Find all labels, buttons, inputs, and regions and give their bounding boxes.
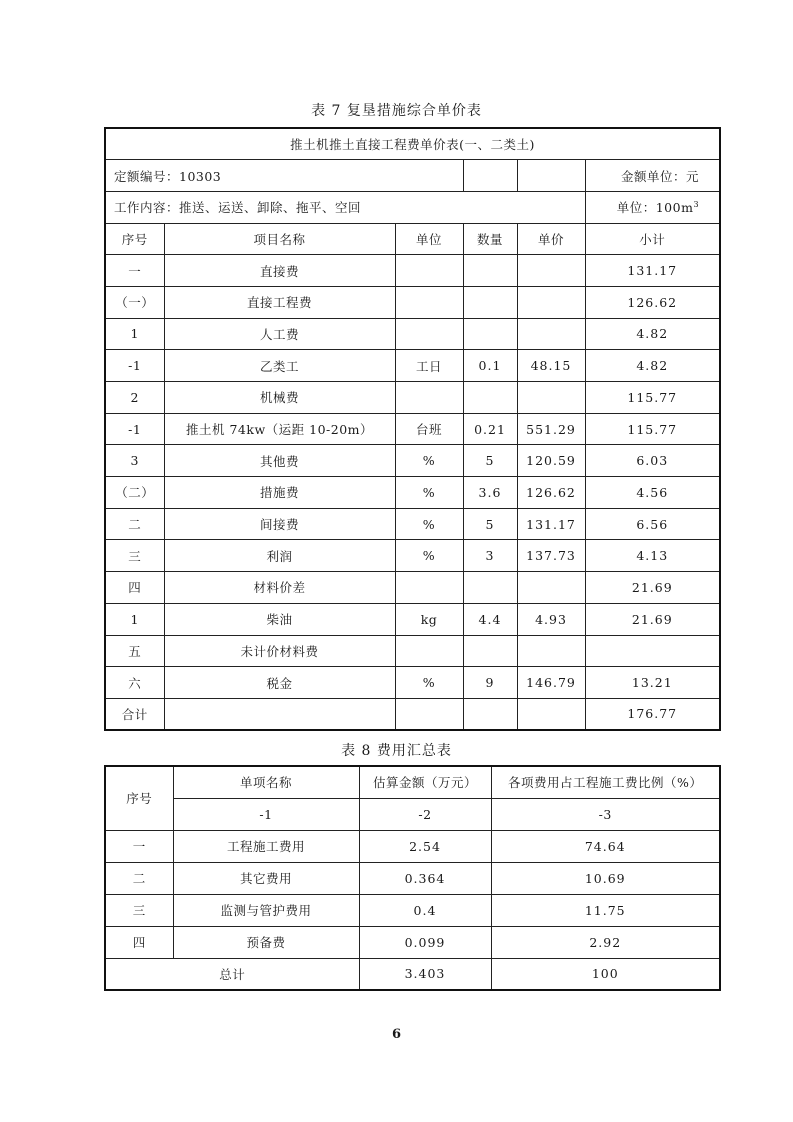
table-cell: 3 — [463, 540, 517, 572]
table-cell: 5 — [463, 445, 517, 477]
table-cell: 台班 — [395, 413, 463, 445]
table-cell: 税金 — [164, 667, 395, 699]
table-row — [105, 477, 720, 509]
table-cell: % — [395, 540, 463, 572]
table-cell: 人工费 — [164, 318, 395, 350]
empty-cell — [463, 698, 517, 730]
table-cell: 146.79 — [517, 667, 585, 699]
table-cell — [463, 318, 517, 350]
table-cell — [517, 635, 585, 667]
table-cell: 120.59 — [517, 445, 585, 477]
header-cell: 各项费用占工程施工费比例（%） — [491, 766, 720, 798]
table-cell — [517, 382, 585, 414]
subheader-cell: -3 — [491, 798, 720, 830]
table-cell: 工程施工费用 — [173, 830, 359, 862]
table-cell — [395, 382, 463, 414]
table-cell: 直接费 — [164, 255, 395, 287]
header-cell: 单项名称 — [173, 766, 359, 798]
table-row — [105, 862, 720, 894]
table-row — [105, 635, 720, 667]
table-cell: 6.03 — [585, 445, 720, 477]
table-cell: 115.77 — [585, 413, 720, 445]
table-cell: % — [395, 445, 463, 477]
header-cell: 项目名称 — [164, 223, 395, 255]
header-row — [105, 223, 720, 255]
table-cell — [463, 286, 517, 318]
empty-cell — [164, 698, 395, 730]
unit-label: 单位：$100m^3$ — [585, 191, 720, 223]
table-cell: 3.6 — [463, 477, 517, 509]
header-cell: 单位 — [395, 223, 463, 255]
total-row — [105, 698, 720, 730]
table-cell: 115.77 — [585, 382, 720, 414]
table-cell: 10.69 — [491, 862, 720, 894]
total-amount: 3.403 — [359, 958, 491, 990]
table-cell: -1 — [105, 413, 164, 445]
total-label: 总计 — [105, 958, 359, 990]
table-cell: 二 — [105, 862, 173, 894]
table-cell — [463, 635, 517, 667]
table-cell — [517, 255, 585, 287]
header-cell: 单价 — [517, 223, 585, 255]
table-cell: 6.56 — [585, 508, 720, 540]
table-cell: 一 — [105, 255, 164, 287]
table-cell — [395, 318, 463, 350]
table-row — [105, 603, 720, 635]
header-cell: 数量 — [463, 223, 517, 255]
table-cell: 48.15 — [517, 350, 585, 382]
table-cell — [395, 255, 463, 287]
table-row — [105, 318, 720, 350]
table-row — [105, 540, 720, 572]
table-cell: 4.82 — [585, 318, 720, 350]
table-cell: 4.4 — [463, 603, 517, 635]
table-cell: 3 — [105, 445, 164, 477]
table-cell: 11.75 — [491, 894, 720, 926]
empty-cell — [517, 160, 585, 192]
table-cell: 1 — [105, 603, 164, 635]
quota-row — [105, 160, 720, 192]
table-row — [105, 830, 720, 862]
table-cell — [517, 318, 585, 350]
table-cell: 一 — [105, 830, 173, 862]
table-cell: 五 — [105, 635, 164, 667]
table-row — [105, 255, 720, 287]
table-cell — [463, 255, 517, 287]
table-cell: 工日 — [395, 350, 463, 382]
table-cell: 措施费 — [164, 477, 395, 509]
table-cell — [585, 635, 720, 667]
table-cell: % — [395, 667, 463, 699]
table-cell — [517, 286, 585, 318]
table-cell: 74.64 — [491, 830, 720, 862]
work-content: 工作内容：推送、运送、卸除、拖平、空回 — [105, 191, 585, 223]
table-title-row — [105, 128, 720, 160]
header-row — [105, 766, 720, 798]
table-cell: 1 — [105, 318, 164, 350]
table-cell: 21.69 — [585, 572, 720, 604]
table-cell: 4.56 — [585, 477, 720, 509]
table-cell — [463, 572, 517, 604]
table-cell: 直接工程费 — [164, 286, 395, 318]
table-cell: 未计价材料费 — [164, 635, 395, 667]
table-cell: 2.92 — [491, 926, 720, 958]
table-cell: 六 — [105, 667, 164, 699]
table-cell: （二） — [105, 477, 164, 509]
table-row — [105, 445, 720, 477]
table-cell: 551.29 — [517, 413, 585, 445]
table-cell — [395, 572, 463, 604]
table-cell: 二 — [105, 508, 164, 540]
table-cell: 推土机 74kw（运距 10-20m） — [164, 413, 395, 445]
table-row — [105, 894, 720, 926]
empty-cell — [395, 698, 463, 730]
total-value: 176.77 — [585, 698, 720, 730]
total-label: 合计 — [105, 698, 164, 730]
cost-summary-table — [104, 765, 721, 991]
table-row — [105, 413, 720, 445]
table-row — [105, 926, 720, 958]
table-cell: % — [395, 477, 463, 509]
table-cell: % — [395, 508, 463, 540]
table7-caption: 表 7 复垦措施综合单价表 — [311, 103, 482, 119]
table-row — [105, 350, 720, 382]
table-cell — [463, 382, 517, 414]
table-cell: 利润 — [164, 540, 395, 572]
table-cell: 其它费用 — [173, 862, 359, 894]
table-cell: 4.13 — [585, 540, 720, 572]
table-cell: 4.93 — [517, 603, 585, 635]
table-cell: 乙类工 — [164, 350, 395, 382]
unit-price-table — [104, 127, 721, 731]
table-cell — [395, 635, 463, 667]
subheader-row — [105, 798, 720, 830]
table-cell: 126.62 — [517, 477, 585, 509]
table-row — [105, 508, 720, 540]
table-cell: 4.82 — [585, 350, 720, 382]
table8-caption: 表 8 费用汇总表 — [341, 743, 452, 759]
table-cell: 三 — [105, 540, 164, 572]
table-cell: 0.4 — [359, 894, 491, 926]
work-content-row — [105, 191, 720, 223]
empty-cell — [517, 698, 585, 730]
table-row — [105, 286, 720, 318]
table-cell: 131.17 — [585, 255, 720, 287]
table-title: 推土机推土直接工程费单价表(一、二类土) — [105, 128, 720, 160]
quota-number: 定额编号：10303 — [105, 160, 463, 192]
table-row — [105, 667, 720, 699]
table-cell: 131.17 — [517, 508, 585, 540]
table-cell: 间接费 — [164, 508, 395, 540]
table-cell: 2.54 — [359, 830, 491, 862]
table-cell: 2 — [105, 382, 164, 414]
header-cell: 序号 — [105, 223, 164, 255]
total-ratio: 100 — [491, 958, 720, 990]
table-cell: 预备费 — [173, 926, 359, 958]
table-cell: 三 — [105, 894, 173, 926]
table-cell: 0.1 — [463, 350, 517, 382]
table-cell: 5 — [463, 508, 517, 540]
table-cell: 监测与管护费用 — [173, 894, 359, 926]
empty-cell — [463, 160, 517, 192]
table-cell: 9 — [463, 667, 517, 699]
table-cell: 13.21 — [585, 667, 720, 699]
table-cell: 四 — [105, 926, 173, 958]
page-number: 6 — [391, 1027, 402, 1042]
table-cell: 137.73 — [517, 540, 585, 572]
table-cell: kg — [395, 603, 463, 635]
table-cell: 0.364 — [359, 862, 491, 894]
money-unit: 金额单位：元 — [585, 160, 720, 192]
table-cell: 21.69 — [585, 603, 720, 635]
table-row — [105, 382, 720, 414]
table-cell: -1 — [105, 350, 164, 382]
table-cell: 机械费 — [164, 382, 395, 414]
table-cell: 材料价差 — [164, 572, 395, 604]
table-cell — [517, 572, 585, 604]
subheader-cell: -2 — [359, 798, 491, 830]
table-cell: 其他费 — [164, 445, 395, 477]
table-cell: 0.21 — [463, 413, 517, 445]
table-cell: 0.099 — [359, 926, 491, 958]
table-cell: 柴油 — [164, 603, 395, 635]
table-cell: 四 — [105, 572, 164, 604]
total-row — [105, 958, 720, 990]
header-cell: 序号 — [105, 766, 173, 830]
table-row — [105, 572, 720, 604]
header-cell: 小计 — [585, 223, 720, 255]
table-cell — [395, 286, 463, 318]
subheader-cell: -1 — [173, 798, 359, 830]
table-cell: （一） — [105, 286, 164, 318]
table-cell: 126.62 — [585, 286, 720, 318]
header-cell: 估算金额（万元） — [359, 766, 491, 798]
